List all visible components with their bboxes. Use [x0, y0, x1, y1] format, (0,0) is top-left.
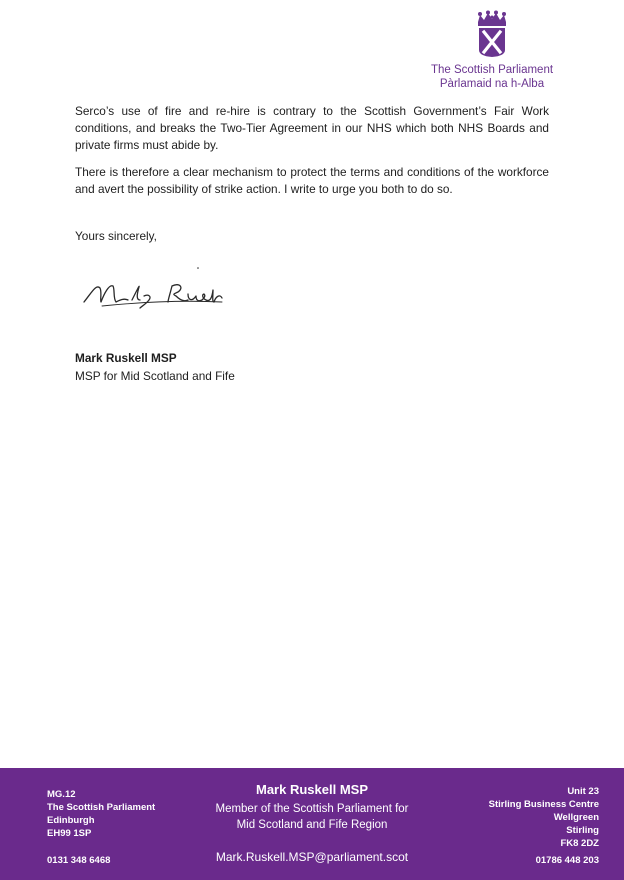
footer-member-name: Mark Ruskell MSP — [256, 782, 368, 797]
edinburgh-phone: 0131 348 6468 — [47, 855, 111, 866]
parliament-name-gaelic: Pàrlamaid na h-Alba — [439, 78, 545, 90]
address-line: FK8 2DZ — [560, 838, 599, 849]
letter-body — [75, 103, 549, 208]
signer-title: MSP for Mid Scotland and Fife — [75, 369, 235, 383]
body-paragraph-2: There is therefore a clear mechanism to protect the terms and conditions of the workforce and avert the possibility of strike action. I write to urge you both to do so. — [75, 165, 549, 196]
letter-footer — [0, 768, 624, 880]
address-line: Wellgreen — [553, 812, 599, 823]
address-line: The Scottish Parliament — [47, 802, 156, 813]
address-line: Stirling — [566, 825, 599, 836]
footer-role-line: Mid Scotland and Fife Region — [236, 819, 388, 831]
letterhead-logo — [430, 10, 554, 91]
closing-salutation: Yours sincerely, — [75, 229, 157, 243]
address-line: Unit 23 — [567, 786, 599, 797]
footer-role-line: Member of the Scottish Parliament for — [215, 803, 409, 815]
parliament-crest-icon — [475, 10, 509, 58]
address-line: MG.12 — [47, 789, 76, 800]
stirling-phone: 01786 448 203 — [535, 855, 599, 866]
parliament-name-english: The Scottish Parliament — [430, 64, 554, 76]
body-paragraph-1: Serco’s use of fire and re-hire is contrary to the Scottish Government’s Fair Work conditions, and breaks the Two-Tier Agreement in our NHS which both NHS Boards and private firms must abide by. — [75, 104, 549, 152]
address-line: Stirling Business Centre — [488, 799, 599, 810]
handwritten-signature — [82, 262, 232, 319]
stirling-address — [489, 785, 599, 850]
signer-name: Mark Ruskell MSP — [75, 351, 177, 365]
footer-email-link[interactable]: Mark.Ruskell.MSP@parliament.scot — [215, 850, 409, 864]
address-line: Edinburgh — [47, 815, 95, 826]
address-line: EH99 1SP — [47, 828, 92, 839]
signer-block — [75, 349, 235, 385]
